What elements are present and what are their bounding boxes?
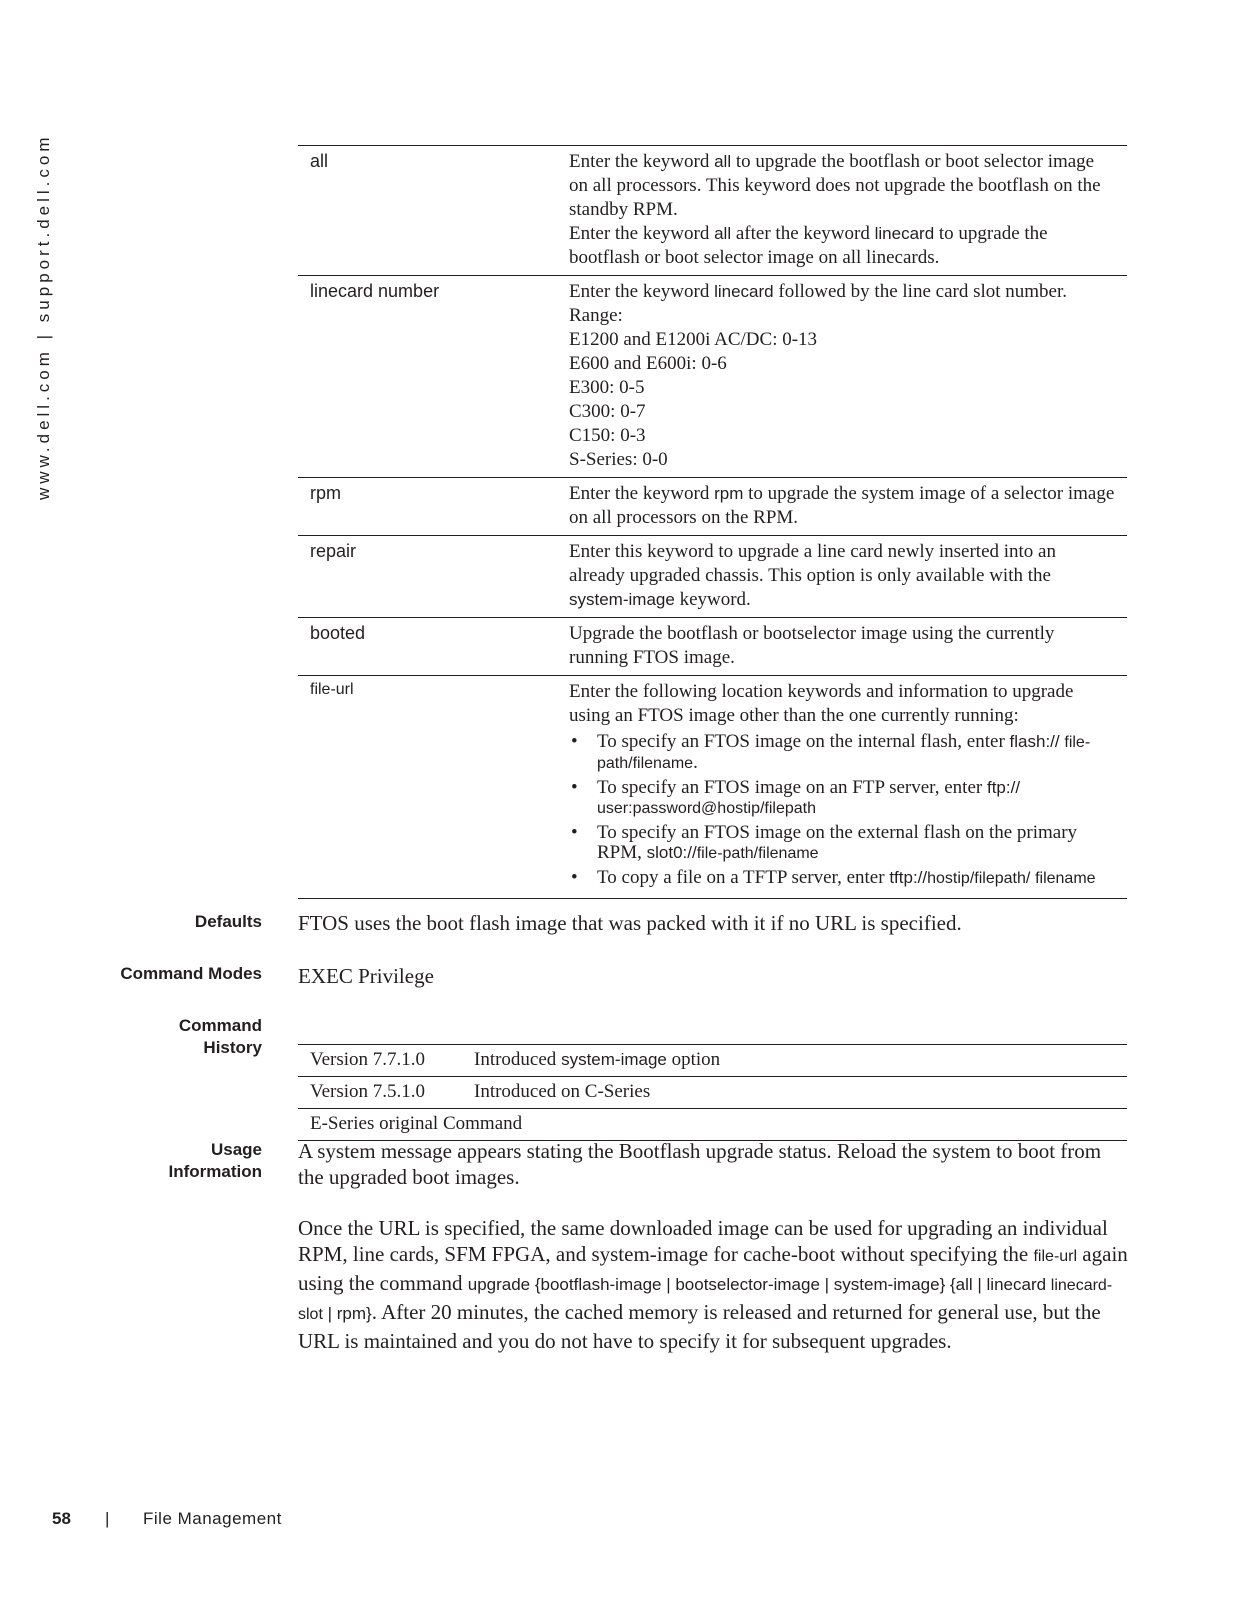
description-line: Upgrade the bootflash or bootselector image using the currently running FTOS image.	[569, 623, 1055, 668]
usage-paragraph-2: Once the URL is specified, the same downloaded image can be used for upgrading an individual RPM, line cards, SFM FPGA, and system-image for cache-boot without specifying the file-url again using the command upgrade {bootflash-image | bootselector-image | system-image} {all | linecard linecard-slot | rpm}. After 20 minutes, the cached memory is released and returned for general use, but the URL is maintained and you do not have to specify it for subsequent upgrades.	[298, 1216, 1128, 1353]
description-line: Enter the following location keywords and information to upgrade using an FTOS image other than the one currently running:	[569, 681, 1074, 726]
bullet-keyword: file-path/filename	[696, 845, 819, 862]
description-line: E600 and E600i: 0-6	[569, 353, 727, 374]
bullet-keyword: slot0://	[646, 843, 697, 862]
parameter-keyword: booted	[298, 618, 557, 676]
command-modes-text: EXEC Privilege	[298, 964, 434, 988]
usage-information-label	[62, 1139, 262, 1183]
parameter-keyword: rpm	[298, 478, 557, 536]
history-version: Version 7.5.1.0	[298, 1077, 462, 1109]
description-line: E300: 0-5	[569, 377, 645, 398]
parameter-description	[557, 276, 1127, 478]
description-line: Enter the keyword all to upgrade the bootflash or boot selector image on all processors. This keyword does not upgrade the bootflash on the standby RPM.	[569, 151, 1101, 220]
parameter-description	[557, 536, 1127, 618]
command-history-table	[298, 1044, 1127, 1141]
history-version: Version 7.7.1.0	[298, 1045, 462, 1077]
description-keyword: linecard	[874, 224, 935, 243]
usage-paragraph-1: A system message appears stating the Bootflash upgrade status. Reload the system to boot from the upgraded boot images.	[298, 1139, 1102, 1189]
description-keyword: rpm	[714, 484, 744, 503]
description-keyword: all	[714, 152, 732, 171]
history-row	[298, 1077, 1127, 1109]
parameter-description	[557, 146, 1127, 276]
description-keyword: linecard	[714, 282, 774, 301]
history-keyword: system-image	[561, 1050, 667, 1069]
bullet-keyword: ftp://	[986, 778, 1021, 797]
usage-keyword: file-url	[1033, 1248, 1078, 1265]
usage-label-line1: Usage	[210, 1140, 262, 1159]
parameter-keyword: file-url	[298, 676, 557, 899]
usage-keyword: | rpm}	[322, 1304, 372, 1323]
defaults-text: FTOS uses the boot flash image that was packed with it if no URL is specified.	[298, 911, 962, 935]
parameter-keyword: repair	[298, 536, 557, 618]
description-line: Enter the keyword rpm to upgrade the system image of a selector image on all processors on the RPM.	[569, 483, 1115, 528]
description-line: E1200 and E1200i AC/DC: 0-13	[569, 329, 818, 350]
page-number: 58	[52, 1509, 71, 1528]
command-modes-label: Command Modes	[120, 964, 262, 983]
description-line: Enter this keyword to upgrade a line card newly inserted into an already upgraded chassis. This option is only available with the system-image keyword.	[569, 541, 1056, 610]
usage-keyword: linecard-slot	[298, 1277, 1113, 1323]
history-note: E-Series original Command	[298, 1109, 1127, 1141]
defaults-label: Defaults	[194, 912, 262, 931]
bullet-keyword: filename	[1035, 870, 1096, 887]
description-line: C150: 0-3	[569, 425, 646, 446]
parameter-row	[298, 676, 1127, 899]
usage-keyword: upgrade {bootflash-image | bootselector-image | system-image} {all | linecard	[467, 1275, 1051, 1294]
parameter-description	[557, 478, 1127, 536]
command-history-label-line1: Command	[178, 1016, 262, 1035]
description-keyword: system-image	[569, 590, 675, 609]
bullet-keyword: file-path/filename	[597, 734, 1091, 772]
command-history-label-line2: History	[203, 1038, 262, 1057]
parameter-row	[298, 618, 1127, 676]
parameter-row	[298, 536, 1127, 618]
parameter-table	[298, 145, 1127, 899]
command-history-label	[62, 1015, 262, 1059]
history-description: Introduced system-image option	[462, 1045, 1127, 1077]
parameter-row	[298, 276, 1127, 478]
description-line: C300: 0-7	[569, 401, 646, 422]
bullet-keyword: user:password@hostip/filepath	[597, 800, 817, 817]
footer-separator: |	[105, 1509, 110, 1528]
parameter-description	[557, 618, 1127, 676]
parameter-row	[298, 146, 1127, 276]
parameter-keyword: linecard number	[298, 276, 557, 478]
side-url: www.dell.com | support.dell.com	[34, 133, 53, 500]
parameter-description	[557, 676, 1127, 899]
history-row	[298, 1045, 1127, 1077]
parameter-keyword: all	[298, 146, 557, 276]
bullet-keyword: hostip/filepath/	[927, 870, 1031, 887]
location-list	[569, 732, 1115, 889]
footer-section-title: File Management	[143, 1509, 282, 1528]
list-item: • To specify an FTOS image on the external flash on the primary RPM, slot0://file-path/filename	[569, 823, 1115, 864]
description-line: Enter the keyword linecard followed by the line card slot number.	[569, 281, 1068, 302]
list-item: • To specify an FTOS image on the internal flash, enter flash:// file-path/filename.	[569, 732, 1115, 774]
bullet-keyword: tftp://	[889, 868, 928, 887]
list-item: • To specify an FTOS image on an FTP server, enter ftp:// user:password@hostip/filepath	[569, 778, 1115, 819]
list-item: • To copy a file on a TFTP server, enter tftp://hostip/filepath/ filename	[569, 868, 1115, 889]
description-line: Enter the keyword all after the keyword linecard to upgrade the bootflash or boot selector image on all linecards.	[569, 223, 1048, 268]
usage-label-line2: Information	[168, 1162, 262, 1181]
bullet-keyword: flash://	[1009, 732, 1060, 751]
parameter-row	[298, 478, 1127, 536]
history-row	[298, 1109, 1127, 1141]
description-line: Range:	[569, 305, 623, 326]
history-description: Introduced on C-Series	[462, 1077, 1127, 1109]
description-line: S-Series: 0-0	[569, 449, 668, 470]
description-keyword: all	[714, 224, 732, 243]
